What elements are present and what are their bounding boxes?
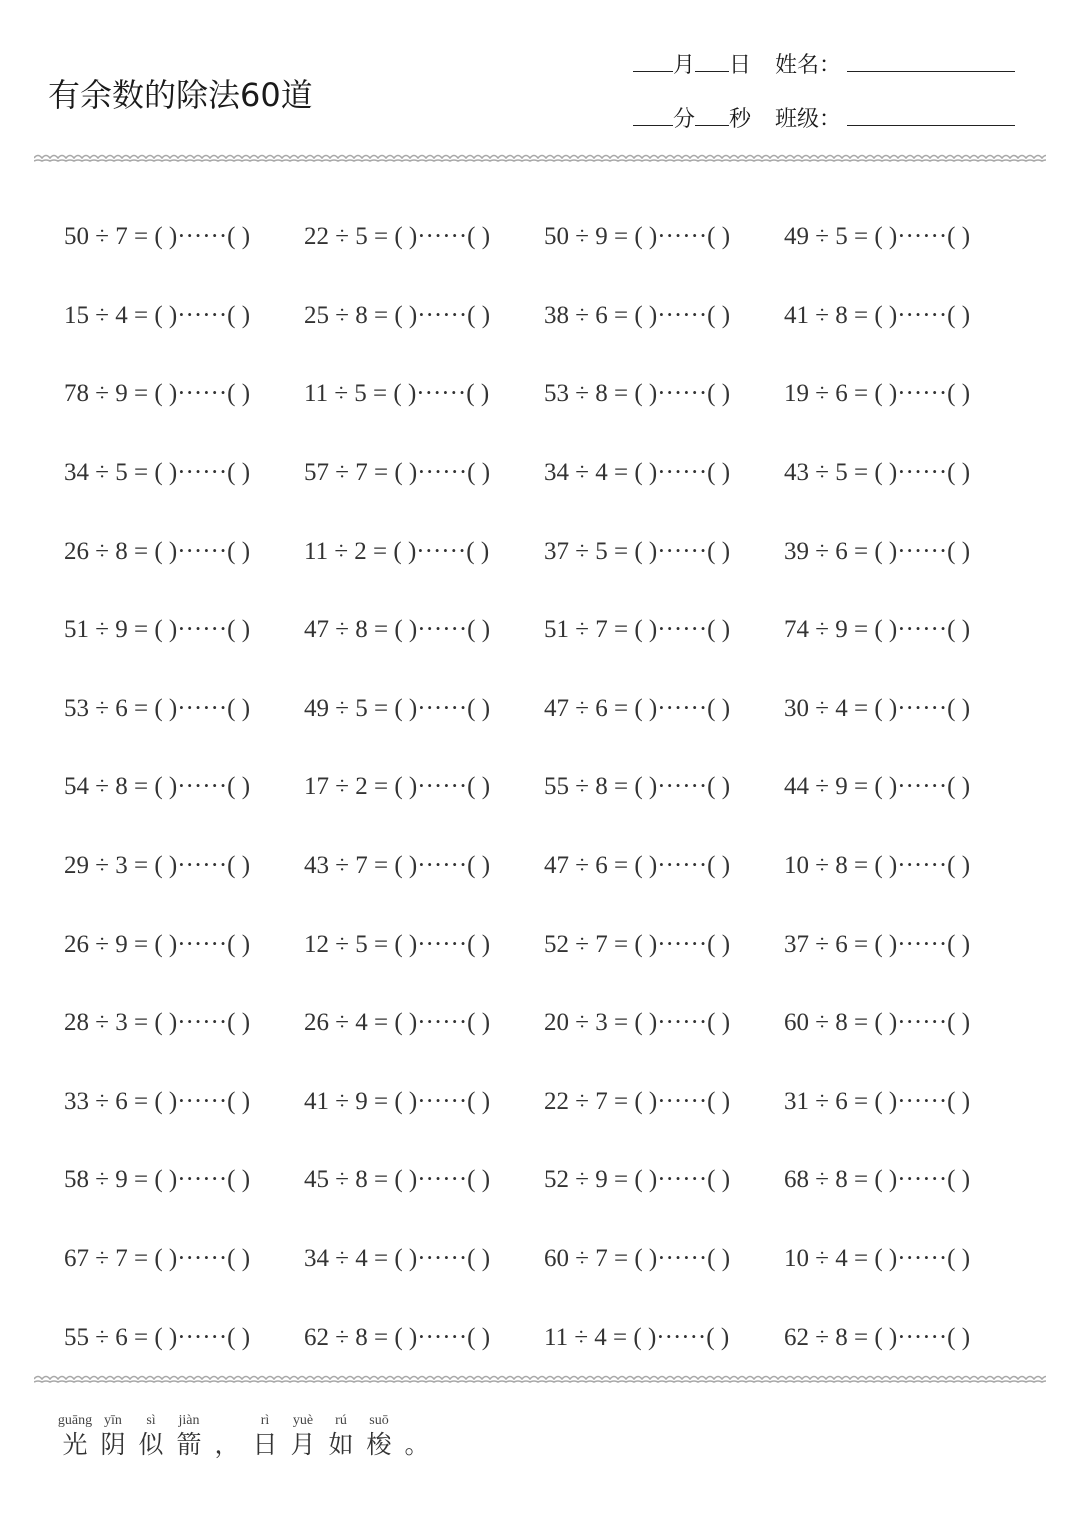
answer-blanks[interactable]: = ( )······( ) <box>367 930 491 958</box>
problem-row <box>64 591 1024 670</box>
problem-row <box>64 670 1024 749</box>
division-problem <box>304 1009 544 1037</box>
division-problem <box>784 852 1024 880</box>
answer-blanks[interactable]: = ( )······( ) <box>127 537 251 565</box>
answer-blanks[interactable]: = ( )······( ) <box>127 852 251 880</box>
problem-row <box>64 277 1024 356</box>
problem-row <box>64 1063 1024 1142</box>
answer-blanks[interactable]: = ( )······( ) <box>127 380 251 408</box>
problem-expression: 50 ÷ 9 <box>544 223 608 251</box>
proverb-character <box>56 1412 94 1460</box>
problem-expression: 43 ÷ 7 <box>304 852 368 880</box>
answer-blanks[interactable]: = ( )······( ) <box>847 223 971 251</box>
division-problem <box>784 931 1024 959</box>
pinyin: yuè <box>292 1413 314 1428</box>
answer-blanks[interactable]: = ( )······( ) <box>127 1087 251 1115</box>
answer-blanks[interactable]: = ( )······( ) <box>847 1245 971 1273</box>
division-problem <box>784 1324 1024 1352</box>
division-problem <box>304 931 544 959</box>
bottom-wavy-divider <box>34 1375 1046 1385</box>
answer-blanks[interactable]: = ( )······( ) <box>366 380 490 408</box>
problem-expression: 53 ÷ 6 <box>64 694 128 722</box>
problem-expression: 53 ÷ 8 <box>544 380 608 408</box>
division-problem <box>784 538 1024 566</box>
problem-expression: 54 ÷ 8 <box>64 773 128 801</box>
pinyin: suō <box>369 1413 389 1428</box>
problem-expression: 47 ÷ 6 <box>544 694 608 722</box>
division-problem <box>544 459 784 487</box>
division-problem <box>64 380 304 408</box>
problem-expression: 52 ÷ 9 <box>544 1166 608 1194</box>
hanzi: 如 <box>328 1430 354 1459</box>
answer-blanks[interactable]: = ( )······( ) <box>127 1166 251 1194</box>
division-problem <box>304 302 544 330</box>
answer-blanks[interactable]: = ( )······( ) <box>607 223 731 251</box>
answer-blanks[interactable]: = ( )······( ) <box>847 1166 971 1194</box>
division-problem <box>544 1324 784 1352</box>
problem-row <box>64 198 1024 277</box>
division-problem <box>544 852 784 880</box>
division-problem <box>304 380 544 408</box>
answer-blanks[interactable]: = ( )······( ) <box>607 773 731 801</box>
problem-expression: 49 ÷ 5 <box>784 223 848 251</box>
division-problem <box>784 302 1024 330</box>
problem-expression: 10 ÷ 8 <box>784 852 848 880</box>
division-problem <box>544 1088 784 1116</box>
problem-expression: 28 ÷ 3 <box>64 1009 128 1037</box>
answer-blanks[interactable]: = ( )······( ) <box>127 1009 251 1037</box>
problem-expression: 26 ÷ 4 <box>304 1009 368 1037</box>
answer-blanks[interactable]: = ( )······( ) <box>127 301 251 329</box>
proverb-character <box>322 1412 360 1460</box>
division-problem <box>784 1088 1024 1116</box>
hanzi: 月 <box>290 1430 316 1459</box>
answer-blanks[interactable]: = ( )······( ) <box>127 694 251 722</box>
answer-blanks[interactable]: = ( )······( ) <box>607 930 731 958</box>
second-blank[interactable] <box>695 105 729 126</box>
division-problem <box>64 1245 304 1273</box>
problem-row <box>64 748 1024 827</box>
division-problem <box>784 616 1024 644</box>
division-problem <box>784 380 1024 408</box>
division-problem <box>784 1245 1024 1273</box>
problem-expression: 47 ÷ 8 <box>304 616 368 644</box>
division-problem <box>304 1324 544 1352</box>
division-problem <box>304 538 544 566</box>
hanzi: 箭 <box>176 1430 202 1459</box>
division-problem <box>544 380 784 408</box>
problem-expression: 41 ÷ 8 <box>784 301 848 329</box>
division-problem <box>784 223 1024 251</box>
problem-row <box>64 512 1024 591</box>
answer-blanks[interactable]: = ( )······( ) <box>367 1245 491 1273</box>
problem-expression: 55 ÷ 6 <box>64 1323 128 1351</box>
answer-blanks[interactable]: = ( )······( ) <box>367 1166 491 1194</box>
time-class-row <box>633 102 1015 133</box>
answer-blanks[interactable]: = ( )······( ) <box>367 694 491 722</box>
division-problem <box>544 302 784 330</box>
hanzi: 。 <box>404 1430 430 1459</box>
problem-expression: 11 ÷ 2 <box>304 537 367 565</box>
problem-expression: 15 ÷ 4 <box>64 301 128 329</box>
division-problem <box>304 852 544 880</box>
answer-blanks[interactable]: = ( )······( ) <box>847 301 971 329</box>
answer-blanks[interactable]: = ( )······( ) <box>367 301 491 329</box>
minute-label: 分 <box>673 107 696 132</box>
pinyin: rú <box>335 1413 347 1428</box>
answer-blanks[interactable]: = ( )······( ) <box>847 852 971 880</box>
division-problem <box>304 1088 544 1116</box>
pinyin <box>208 1412 246 1430</box>
problem-grid <box>64 198 1024 1377</box>
problem-expression: 74 ÷ 9 <box>784 616 848 644</box>
hanzi: 梭 <box>366 1430 392 1459</box>
division-problem <box>64 773 304 801</box>
division-problem <box>784 1166 1024 1194</box>
problem-expression: 34 ÷ 5 <box>64 459 128 487</box>
problem-row <box>64 355 1024 434</box>
division-problem <box>64 459 304 487</box>
division-problem <box>64 223 304 251</box>
problem-expression: 30 ÷ 4 <box>784 694 848 722</box>
problem-row <box>64 984 1024 1063</box>
page-title: 有余数的除法60道 <box>48 76 313 114</box>
pinyin: sì <box>146 1413 156 1428</box>
problem-expression: 37 ÷ 6 <box>784 930 848 958</box>
division-problem <box>64 852 304 880</box>
division-problem <box>544 931 784 959</box>
name-blank[interactable] <box>847 51 1015 72</box>
division-problem <box>544 1245 784 1273</box>
answer-blanks[interactable]: = ( )······( ) <box>367 852 491 880</box>
problem-expression: 60 ÷ 8 <box>784 1009 848 1037</box>
problem-expression: 22 ÷ 7 <box>544 1087 608 1115</box>
division-problem <box>304 1166 544 1194</box>
problem-expression: 37 ÷ 5 <box>544 537 608 565</box>
answer-blanks[interactable]: = ( )······( ) <box>367 1087 491 1115</box>
proverb-character <box>208 1412 246 1460</box>
month-blank[interactable] <box>633 51 673 72</box>
answer-blanks[interactable]: = ( )······( ) <box>847 1009 971 1037</box>
problem-expression: 20 ÷ 3 <box>544 1009 608 1037</box>
answer-blanks[interactable]: = ( )······( ) <box>607 1245 731 1273</box>
pinyin: rì <box>260 1413 270 1428</box>
problem-row <box>64 434 1024 513</box>
answer-blanks[interactable]: = ( )······( ) <box>607 852 731 880</box>
answer-blanks[interactable]: = ( )······( ) <box>127 459 251 487</box>
problem-expression: 52 ÷ 7 <box>544 930 608 958</box>
problem-expression: 22 ÷ 5 <box>304 223 368 251</box>
proverb-character <box>360 1412 398 1460</box>
problem-expression: 33 ÷ 6 <box>64 1087 128 1115</box>
answer-blanks[interactable]: = ( )······( ) <box>367 773 491 801</box>
division-problem <box>64 538 304 566</box>
minute-blank[interactable] <box>633 105 673 126</box>
answer-blanks[interactable]: = ( )······( ) <box>847 537 971 565</box>
answer-blanks[interactable]: = ( )······( ) <box>847 930 971 958</box>
division-problem <box>544 1009 784 1037</box>
problem-expression: 34 ÷ 4 <box>304 1245 368 1273</box>
answer-blanks[interactable]: = ( )······( ) <box>607 1087 731 1115</box>
division-problem <box>784 773 1024 801</box>
problem-expression: 51 ÷ 9 <box>64 616 128 644</box>
answer-blanks[interactable]: = ( )······( ) <box>847 694 971 722</box>
proverb <box>56 1412 436 1460</box>
problem-expression: 17 ÷ 2 <box>304 773 368 801</box>
problem-row <box>64 1141 1024 1220</box>
day-label: 日 <box>729 53 752 78</box>
division-problem <box>304 1245 544 1273</box>
division-problem <box>304 695 544 723</box>
pinyin: guāng <box>57 1413 93 1428</box>
problem-row <box>64 1220 1024 1299</box>
problem-expression: 26 ÷ 9 <box>64 930 128 958</box>
top-wavy-divider <box>34 154 1046 164</box>
division-problem <box>64 1324 304 1352</box>
answer-blanks[interactable]: = ( )······( ) <box>607 301 731 329</box>
answer-blanks[interactable]: = ( )······( ) <box>367 1323 491 1351</box>
answer-blanks[interactable]: = ( )······( ) <box>607 459 731 487</box>
proverb-character <box>398 1412 436 1460</box>
answer-blanks[interactable]: = ( )······( ) <box>607 1166 731 1194</box>
hanzi: 光 <box>62 1430 88 1459</box>
problem-expression: 51 ÷ 7 <box>544 616 608 644</box>
problem-expression: 19 ÷ 6 <box>784 380 848 408</box>
problem-row <box>64 905 1024 984</box>
problem-expression: 41 ÷ 9 <box>304 1087 368 1115</box>
division-problem <box>784 459 1024 487</box>
division-problem <box>784 695 1024 723</box>
proverb-character <box>94 1412 132 1460</box>
proverb-character <box>132 1412 170 1460</box>
answer-blanks[interactable]: = ( )······( ) <box>607 537 731 565</box>
problem-expression: 10 ÷ 4 <box>784 1245 848 1273</box>
division-problem <box>304 459 544 487</box>
problem-expression: 43 ÷ 5 <box>784 459 848 487</box>
division-problem <box>64 616 304 644</box>
class-label: 班级： <box>775 107 842 132</box>
division-problem <box>64 695 304 723</box>
problem-expression: 67 ÷ 7 <box>64 1245 128 1273</box>
class-blank[interactable] <box>847 105 1015 126</box>
answer-blanks[interactable]: = ( )······( ) <box>127 223 251 251</box>
hanzi: 日 <box>252 1430 278 1459</box>
answer-blanks[interactable]: = ( )······( ) <box>127 1245 251 1273</box>
day-blank[interactable] <box>695 51 729 72</box>
problem-expression: 55 ÷ 8 <box>544 773 608 801</box>
division-problem <box>304 223 544 251</box>
division-problem <box>784 1009 1024 1037</box>
problem-expression: 45 ÷ 8 <box>304 1166 368 1194</box>
problem-expression: 26 ÷ 8 <box>64 537 128 565</box>
problem-expression: 11 ÷ 4 <box>544 1323 607 1351</box>
division-problem <box>64 931 304 959</box>
hanzi: 似 <box>138 1430 164 1459</box>
name-label: 姓名： <box>775 53 842 78</box>
answer-blanks[interactable]: = ( )······( ) <box>127 773 251 801</box>
division-problem <box>64 1088 304 1116</box>
division-problem <box>544 1166 784 1194</box>
problem-expression: 11 ÷ 5 <box>304 380 367 408</box>
division-problem <box>544 223 784 251</box>
answer-blanks[interactable]: = ( )······( ) <box>847 773 971 801</box>
answer-blanks[interactable]: = ( )······( ) <box>607 380 731 408</box>
problem-expression: 78 ÷ 9 <box>64 380 128 408</box>
hanzi: ， <box>214 1430 240 1459</box>
pinyin: jiàn <box>178 1413 200 1428</box>
division-problem <box>304 773 544 801</box>
answer-blanks[interactable]: = ( )······( ) <box>127 930 251 958</box>
answer-blanks[interactable]: = ( )······( ) <box>606 1323 730 1351</box>
proverb-character <box>284 1412 322 1460</box>
problem-expression: 57 ÷ 7 <box>304 459 368 487</box>
problem-expression: 62 ÷ 8 <box>304 1323 368 1351</box>
second-label: 秒 <box>729 107 752 132</box>
answer-blanks[interactable]: = ( )······( ) <box>127 1323 251 1351</box>
answer-blanks[interactable]: = ( )······( ) <box>847 1087 971 1115</box>
answer-blanks[interactable]: = ( )······( ) <box>847 616 971 644</box>
problem-expression: 60 ÷ 7 <box>544 1245 608 1273</box>
problem-expression: 44 ÷ 9 <box>784 773 848 801</box>
answer-blanks[interactable]: = ( )······( ) <box>367 616 491 644</box>
answer-blanks[interactable]: = ( )······( ) <box>367 223 491 251</box>
division-problem <box>544 773 784 801</box>
problem-expression: 49 ÷ 5 <box>304 694 368 722</box>
answer-blanks[interactable]: = ( )······( ) <box>127 616 251 644</box>
proverb-character <box>170 1412 208 1460</box>
problem-expression: 29 ÷ 3 <box>64 852 128 880</box>
month-label: 月 <box>673 53 696 78</box>
proverb-character <box>246 1412 284 1460</box>
problem-expression: 12 ÷ 5 <box>304 930 368 958</box>
division-problem <box>544 538 784 566</box>
division-problem <box>304 616 544 644</box>
problem-expression: 58 ÷ 9 <box>64 1166 128 1194</box>
pinyin: yīn <box>104 1413 122 1428</box>
answer-blanks[interactable]: = ( )······( ) <box>367 459 491 487</box>
answer-blanks[interactable]: = ( )······( ) <box>847 1323 971 1351</box>
date-name-row <box>633 48 1015 79</box>
answer-blanks[interactable]: = ( )······( ) <box>847 459 971 487</box>
division-problem <box>64 1166 304 1194</box>
division-problem <box>544 616 784 644</box>
problem-row <box>64 1298 1024 1377</box>
problem-expression: 68 ÷ 8 <box>784 1166 848 1194</box>
problem-expression: 39 ÷ 6 <box>784 537 848 565</box>
answer-blanks[interactable]: = ( )······( ) <box>367 1009 491 1037</box>
problem-expression: 47 ÷ 6 <box>544 852 608 880</box>
problem-expression: 31 ÷ 6 <box>784 1087 848 1115</box>
answer-blanks[interactable]: = ( )······( ) <box>607 1009 731 1037</box>
division-problem <box>64 1009 304 1037</box>
answer-blanks[interactable]: = ( )······( ) <box>847 380 971 408</box>
pinyin <box>398 1412 436 1430</box>
answer-blanks[interactable]: = ( )······( ) <box>607 694 731 722</box>
division-problem <box>64 302 304 330</box>
problem-expression: 38 ÷ 6 <box>544 301 608 329</box>
answer-blanks[interactable]: = ( )······( ) <box>607 616 731 644</box>
hanzi: 阴 <box>100 1430 126 1459</box>
problem-expression: 50 ÷ 7 <box>64 223 128 251</box>
answer-blanks[interactable]: = ( )······( ) <box>366 537 490 565</box>
problem-expression: 25 ÷ 8 <box>304 301 368 329</box>
problem-expression: 34 ÷ 4 <box>544 459 608 487</box>
problem-row <box>64 827 1024 906</box>
problem-expression: 62 ÷ 8 <box>784 1323 848 1351</box>
division-problem <box>544 695 784 723</box>
